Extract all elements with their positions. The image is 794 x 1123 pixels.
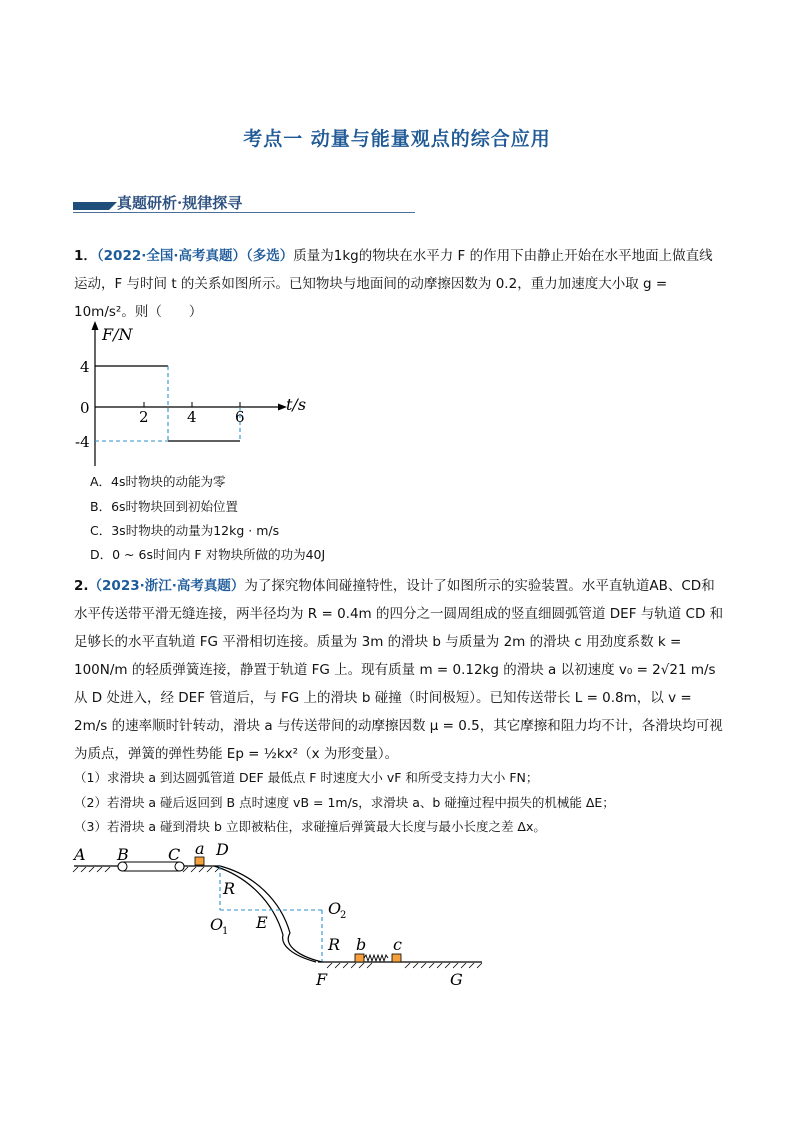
label-E: E bbox=[256, 913, 268, 932]
section-title: 真题研析·规律探寻 bbox=[117, 194, 243, 212]
section-bar-triangle bbox=[109, 202, 117, 210]
question-1 bbox=[74, 242, 726, 326]
section-bar-block bbox=[73, 202, 109, 210]
question-1-source: （2022·全国·高考真题）（多选） bbox=[96, 248, 294, 264]
graph-y-tick-4: 4 bbox=[80, 358, 90, 376]
sub-question-1: （1）求滑块 a 到达圆弧管道 DEF 最低点 F 时速度大小 vF 和所受支持力大小 FN； bbox=[74, 770, 539, 785]
section-header bbox=[73, 192, 415, 216]
graph-y-tick-0: 0 bbox=[80, 399, 90, 417]
apparatus-diagram bbox=[70, 838, 490, 993]
question-2 bbox=[74, 572, 726, 768]
label-b: b bbox=[356, 935, 367, 954]
label-D: D bbox=[216, 840, 229, 859]
option-a: A．4s时物块的动能为零 bbox=[90, 474, 226, 489]
page-title: 考点一 动量与能量观点的综合应用 bbox=[243, 128, 551, 150]
label-c: c bbox=[393, 935, 402, 954]
graph-x-tick-4: 4 bbox=[187, 408, 197, 426]
force-time-graph bbox=[74, 318, 314, 470]
graph-x-tick-2: 2 bbox=[139, 408, 149, 426]
label-R2: R bbox=[328, 935, 341, 954]
sub-question-2: （2）若滑块 a 碰后返回到 B 点时速度 vB = 1m/s，求滑块 a、b 碰撞过程中损失的机械能 ΔE； bbox=[74, 795, 615, 810]
section-underline bbox=[73, 212, 415, 213]
question-2-text: 为了探究物体间碰撞特性，设计了如图所示的实验装置。水平直轨道AB、CD和水平传送带平滑无缝连接，两半径均为 R = 0.4m 的四分之一圆周组成的竖直细圆弧管道 DEF 与轨道 CD 和足够长的水平直轨道 FG 平滑相切连接。质量为 3m 的滑块 b 与质量为 2m 的滑块 c 用劲度系数 k = 100N/m 的轻质弹簧连接，静置于轨道 FG 上。现有质量 m = 0.12kg 的滑块 a 以初速度 v₀ = 2√21 m/s 从 D 处进入，经 DEF 管道后，与 FG 上的滑块 b 碰撞（时间极短）。已知传送带长 L = 0.8m，以 v = 2m/s 的速率顺时针转动，滑块 a 与传送带间的动摩擦因数 μ = 0.5，其它摩擦和阻力均不计，各滑块均可视为质点，弹簧的弹性势能 Ep = ½kx²（x 为形变量）。 bbox=[74, 578, 724, 762]
question-2-source: （2023·浙江·高考真题） bbox=[88, 578, 245, 594]
option-b: B．6s时物块回到初始位置 bbox=[90, 499, 239, 514]
graph-x-label: t/s bbox=[286, 395, 307, 414]
label-G: G bbox=[450, 970, 463, 989]
spring bbox=[364, 955, 388, 961]
label-F: F bbox=[316, 970, 328, 989]
slider-a bbox=[195, 857, 204, 865]
slider-c bbox=[392, 954, 401, 962]
label-O2: O bbox=[328, 899, 342, 918]
label-O1-sub: 1 bbox=[222, 926, 229, 937]
label-A: A bbox=[74, 845, 86, 864]
question-2-number: 2. bbox=[74, 578, 89, 594]
tube-outer bbox=[220, 866, 322, 962]
question-1-text: 质量为1kg的物块在水平力 F 的作用下由静止开始在水平地面上做直线运动，F 与时间 t 的关系如图所示。已知物块与地面间的动摩擦因数为 0.2，重力加速度大小取 g = 10m/s²。则（ ） bbox=[74, 248, 713, 320]
graph-x-tick-6: 6 bbox=[235, 408, 245, 426]
label-O2-sub: 2 bbox=[340, 910, 347, 921]
label-O1: O bbox=[210, 915, 224, 934]
graph-y-tick-neg4: -4 bbox=[75, 433, 90, 451]
label-B: B bbox=[117, 845, 129, 864]
sub-question-3: （3）若滑块 a 碰到滑块 b 立即被粘住，求碰撞后弹簧最大长度与最小长度之差 Δx。 bbox=[74, 819, 546, 834]
label-R1: R bbox=[223, 879, 236, 898]
option-c: C．3s时物块的动量为12kg · m/s bbox=[90, 523, 280, 538]
label-C: C bbox=[168, 845, 181, 864]
slider-b bbox=[355, 954, 364, 962]
question-1-number: 1． bbox=[74, 248, 97, 264]
option-d: D．0 ~ 6s时间内 F 对物块所做的功为40J bbox=[90, 547, 326, 562]
graph-y-label: F/N bbox=[102, 325, 133, 344]
label-a: a bbox=[195, 839, 205, 858]
